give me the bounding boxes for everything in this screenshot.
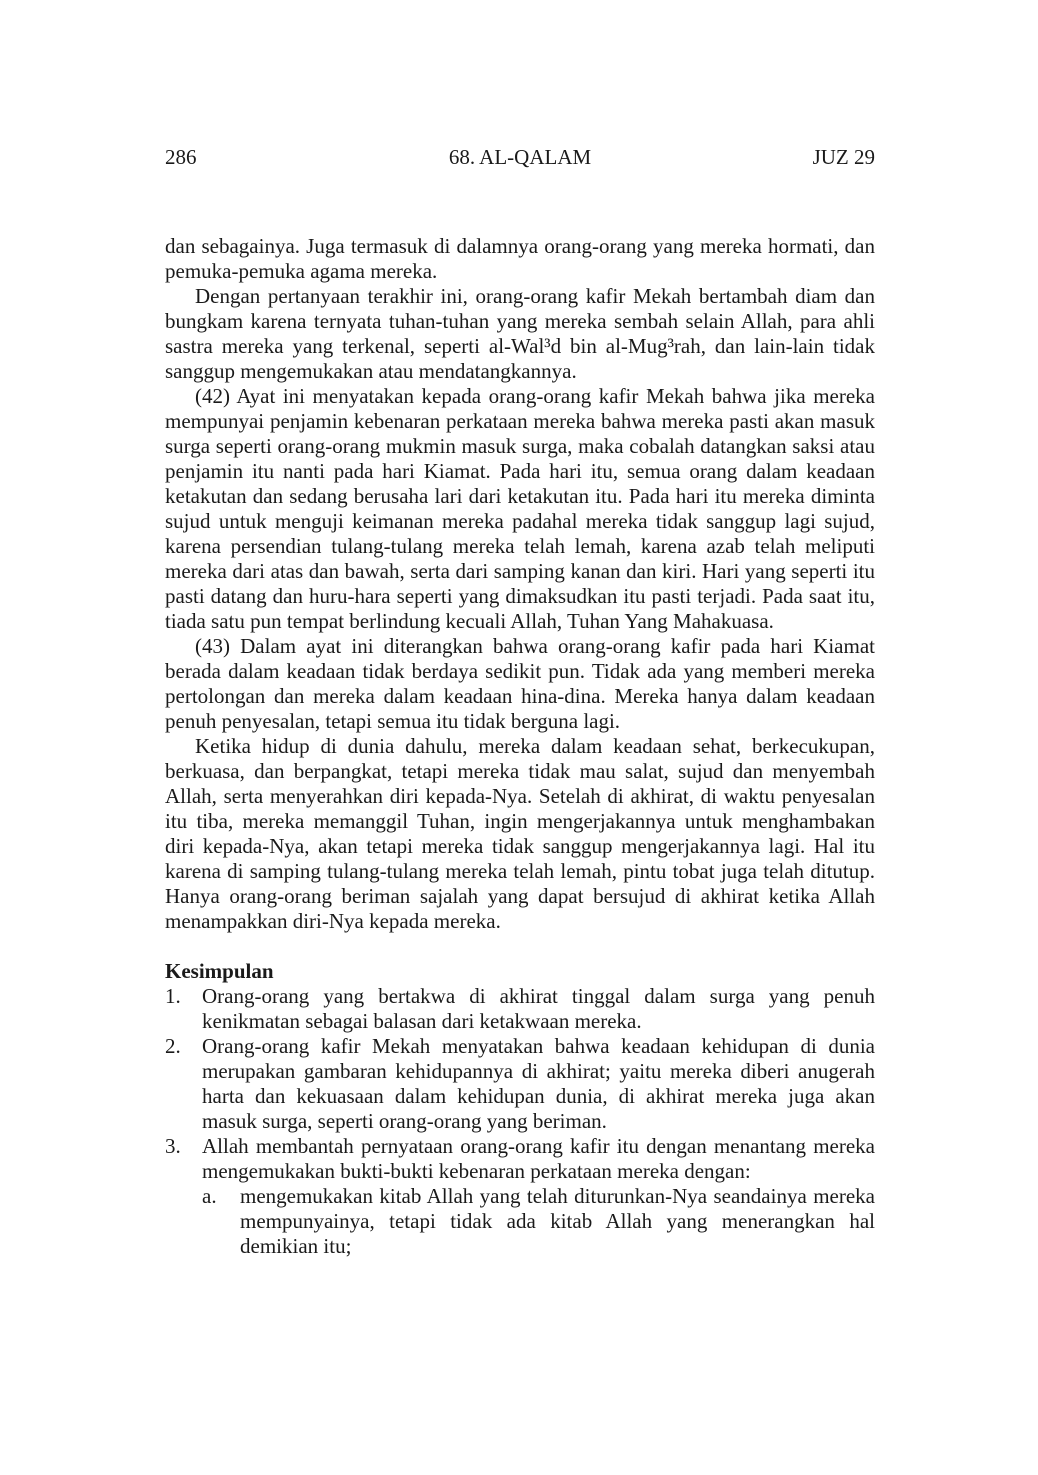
sub-list: [202, 1184, 875, 1259]
list-item: [165, 1134, 875, 1259]
conclusion-list: [165, 984, 875, 1259]
list-item-text: Allah membantah pernyataan orang-orang kafir itu dengan menantang mereka mengemukakan bukti-bukti kebenaran perkataan mereka dengan:: [202, 1134, 875, 1183]
juz-label: JUZ 29: [812, 145, 875, 169]
list-item-number: 1.: [165, 984, 181, 1008]
list-item: [165, 984, 875, 1034]
sub-list-item-text: mengemukakan kitab Allah yang telah diturunkan-Nya seandainya mereka mempunyainya, tetapi tidak ada kitab Allah yang menerangkan hal demikian itu;: [240, 1184, 875, 1258]
page-header: [165, 145, 875, 175]
list-item-text: Orang-orang kafir Mekah menyatakan bahwa keadaan kehidupan di dunia merupakan gambaran kehidupannya di akhirat; yaitu mereka diberi anugerah harta dan kekuasaan dalam kehidupan dunia, di akhirat mereka juga akan masuk surga, seperti orang-orang yang beriman.: [202, 1034, 875, 1133]
list-item-number: 2.: [165, 1034, 181, 1058]
list-item-number: 3.: [165, 1134, 181, 1158]
list-item: [165, 1034, 875, 1134]
paragraph: (43) Dalam ayat ini diterangkan bahwa orang-orang kafir pada hari Kiamat berada dalam keadaan tidak berdaya sedikit pun. Tidak ada yang memberi mereka pertolongan dan mereka dalam keadaan hina-dina. Mereka hanya dalam keadaan penuh penyesalan, tetapi semua itu tidak berguna lagi.: [165, 634, 875, 733]
sub-list-item: [202, 1184, 875, 1259]
page-body: [165, 234, 875, 1259]
page-number: 286: [165, 145, 197, 169]
conclusion-heading: Kesimpulan: [165, 959, 274, 983]
list-item-text: Orang-orang yang bertakwa di akhirat tinggal dalam surga yang penuh kenikmatan sebagai balasan dari ketakwaan mereka.: [202, 984, 875, 1033]
sub-list-item-letter: a.: [202, 1184, 217, 1208]
paragraph: dan sebagainya. Juga termasuk di dalamnya orang-orang yang mereka hormati, dan pemuka-pemuka agama mereka.: [165, 234, 875, 283]
paragraph: (42) Ayat ini menyatakan kepada orang-orang kafir Mekah bahwa jika mereka mempunyai penjamin kebenaran perkataan mereka bahwa mereka pasti akan masuk surga seperti orang-orang mukmin masuk surga, maka cobalah datangkan saksi atau penjamin itu nanti pada hari Kiamat. Pada hari itu, semua orang dalam keadaan ketakutan dan sedang berusaha lari dari ketakutan itu. Pada hari itu mereka diminta sujud untuk menguji keimanan mereka padahal mereka tidak sanggup lagi sujud, karena persendian tulang-tulang mereka telah lemah, karena azab telah meliputi mereka dari atas dan bawah, serta dari samping kanan dan kiri. Hari yang seperti itu pasti datang dan huru-hara seperti yang dimaksudkan itu pasti terjadi. Pada saat itu, tiada satu pun tempat berlindung kecuali Allah, Tuhan Yang Mahakuasa.: [165, 384, 875, 633]
paragraph: Ketika hidup di dunia dahulu, mereka dalam keadaan sehat, berkecukupan, berkuasa, dan berpangkat, tetapi mereka tidak mau salat, sujud dan menyembah Allah, serta menyerahkan diri kepada-Nya. Setelah di akhirat, di waktu penyesalan itu tiba, mereka memanggil Tuhan, ingin mengerjakannya untuk menghambakan diri kepada-Nya, akan tetapi mereka tidak sanggup mengerjakannya lagi. Hal itu karena di samping tulang-tulang mereka telah lemah, pintu tobat juga telah ditutup. Hanya orang-orang beriman sajalah yang dapat bersujud di akhirat ketika Allah menampakkan diri-Nya kepada mereka.: [165, 734, 875, 933]
paragraph: Dengan pertanyaan terakhir ini, orang-orang kafir Mekah bertambah diam dan bungkam karena ternyata tuhan-tuhan yang mereka sembah selain Allah, para ahli sastra mereka yang terkenal, seperti al-Wal³d bin al-Mug³rah, dan lain-lain tidak sanggup mengemukakan atau mendatangkannya.: [165, 284, 875, 383]
surah-title: 68. AL-QALAM: [448, 145, 592, 169]
